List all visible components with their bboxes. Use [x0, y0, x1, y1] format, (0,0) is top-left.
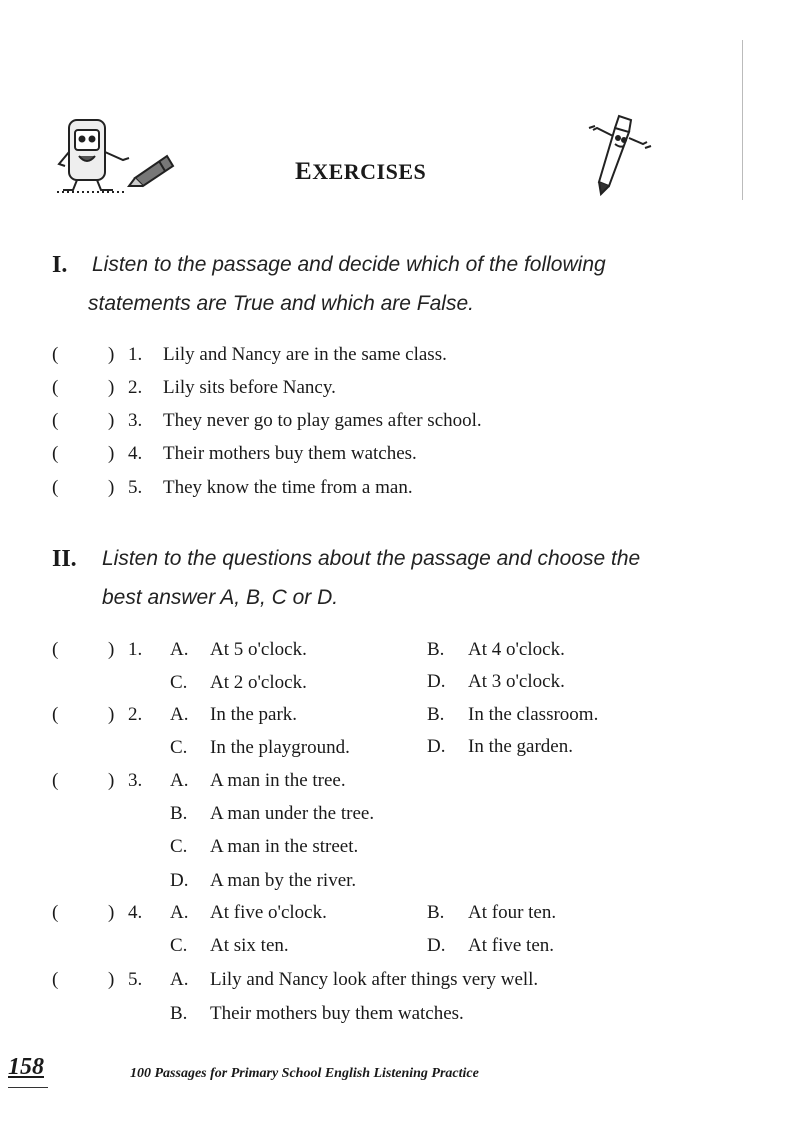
- page-number-rule: [8, 1087, 48, 1088]
- option-letter: D.: [427, 935, 446, 956]
- answer-blank-open[interactable]: (: [52, 770, 59, 791]
- item-text: Their mothers buy them watches.: [163, 443, 417, 464]
- question-number: 4.: [128, 902, 143, 923]
- option-text: At five o'clock.: [210, 902, 327, 923]
- tf-item: [0, 443, 800, 469]
- option-text: At 5 o'clock.: [210, 639, 307, 660]
- answer-blank-close: ): [108, 902, 115, 923]
- answer-blank-open[interactable]: (: [52, 477, 59, 498]
- smiling-phone-icon: [57, 120, 129, 192]
- option-letter: D.: [427, 736, 446, 757]
- option-text: Their mothers buy them watches.: [210, 1003, 464, 1024]
- option-letter: A.: [170, 704, 189, 725]
- question-number: 5.: [128, 969, 143, 990]
- pencil-cartoon-illustration: [585, 108, 655, 198]
- section-1-instruction-line1: Listen to the passage and decide which of the following: [92, 253, 606, 276]
- answer-blank-open[interactable]: (: [52, 410, 59, 431]
- item-number: 1.: [128, 344, 143, 365]
- tf-item: [0, 377, 800, 403]
- answer-blank-close: ): [108, 477, 115, 498]
- mc-question: [0, 770, 800, 900]
- option-text: In the playground.: [210, 737, 350, 758]
- option-letter: A.: [170, 969, 189, 990]
- option-letter: B.: [170, 803, 188, 824]
- option-text: In the park.: [210, 704, 298, 725]
- option-letter: B.: [170, 1003, 188, 1024]
- item-number: 5.: [128, 477, 143, 498]
- answer-blank-open[interactable]: (: [52, 377, 59, 398]
- option-text: A man under the tree.: [210, 803, 375, 824]
- mc-question: [0, 639, 800, 699]
- section-2-instruction-line2: best answer A, B, C or D.: [102, 586, 339, 609]
- option-letter: B.: [427, 902, 445, 923]
- answer-blank-open[interactable]: (: [52, 344, 59, 365]
- running-footer-title: 100 Passages for Primary School English Listening Practice: [130, 1066, 479, 1081]
- page-number: 158: [8, 1054, 44, 1080]
- option-letter: C.: [170, 836, 188, 857]
- mc-question: [0, 704, 800, 764]
- pencil-icon: [589, 116, 651, 194]
- option-letter: D.: [170, 870, 189, 891]
- option-letter: A.: [170, 639, 189, 660]
- section-1-instruction-line2: statements are True and which are False.: [88, 292, 474, 315]
- scan-edge-mark: [742, 40, 743, 200]
- answer-blank-close: ): [108, 344, 115, 365]
- item-number: 3.: [128, 410, 143, 431]
- section-2-number: II.: [52, 546, 77, 572]
- answer-blank-close: ): [108, 377, 115, 398]
- option-text: A man in the street.: [210, 836, 359, 857]
- option-text: At six ten.: [210, 935, 289, 956]
- option-text: In the classroom.: [468, 704, 599, 725]
- page-title: EXERCISES: [295, 158, 427, 185]
- mc-question: [0, 969, 800, 1029]
- item-text: Lily sits before Nancy.: [163, 377, 336, 398]
- option-letter: D.: [427, 671, 446, 692]
- crayon-icon: [129, 156, 173, 186]
- question-number: 2.: [128, 704, 143, 725]
- option-text: A man in the tree.: [210, 770, 346, 791]
- answer-blank-open[interactable]: (: [52, 902, 59, 923]
- answer-blank-open[interactable]: (: [52, 704, 59, 725]
- option-text: At five ten.: [468, 935, 555, 956]
- option-letter: C.: [170, 935, 188, 956]
- option-letter: C.: [170, 737, 188, 758]
- mc-question: [0, 902, 800, 962]
- option-letter: B.: [427, 639, 445, 660]
- item-text: They never go to play games after school.: [163, 410, 482, 431]
- option-text: At four ten.: [468, 902, 557, 923]
- option-letter: B.: [427, 704, 445, 725]
- option-letter: A.: [170, 770, 189, 791]
- item-number: 2.: [128, 377, 143, 398]
- tf-item: [0, 410, 800, 436]
- option-text: In the garden.: [468, 736, 573, 757]
- answer-blank-close: ): [108, 770, 115, 791]
- answer-blank-close: ): [108, 704, 115, 725]
- item-text: They know the time from a man.: [163, 477, 413, 498]
- question-number: 1.: [128, 639, 143, 660]
- item-number: 4.: [128, 443, 143, 464]
- tf-item: [0, 344, 800, 370]
- section-1-number: I.: [52, 252, 68, 278]
- option-text: A man by the river.: [210, 870, 357, 891]
- answer-blank-close: ): [108, 443, 115, 464]
- tf-item: [0, 477, 800, 503]
- option-text: At 2 o'clock.: [210, 672, 307, 693]
- answer-blank-close: ): [108, 410, 115, 431]
- option-text: At 3 o'clock.: [468, 671, 565, 692]
- answer-blank-close: ): [108, 639, 115, 660]
- item-text: Lily and Nancy are in the same class.: [163, 344, 447, 365]
- answer-blank-close: ): [108, 969, 115, 990]
- question-number: 3.: [128, 770, 143, 791]
- answer-blank-open[interactable]: (: [52, 639, 59, 660]
- option-letter: C.: [170, 672, 188, 693]
- option-text: Lily and Nancy look after things very well.: [210, 969, 539, 990]
- option-letter: A.: [170, 902, 189, 923]
- answer-blank-open[interactable]: (: [52, 969, 59, 990]
- option-text: At 4 o'clock.: [468, 639, 565, 660]
- phone-cartoon-illustration: [55, 112, 185, 197]
- section-2-instruction-line1: Listen to the questions about the passage and choose the: [102, 547, 641, 570]
- answer-blank-open[interactable]: (: [52, 443, 59, 464]
